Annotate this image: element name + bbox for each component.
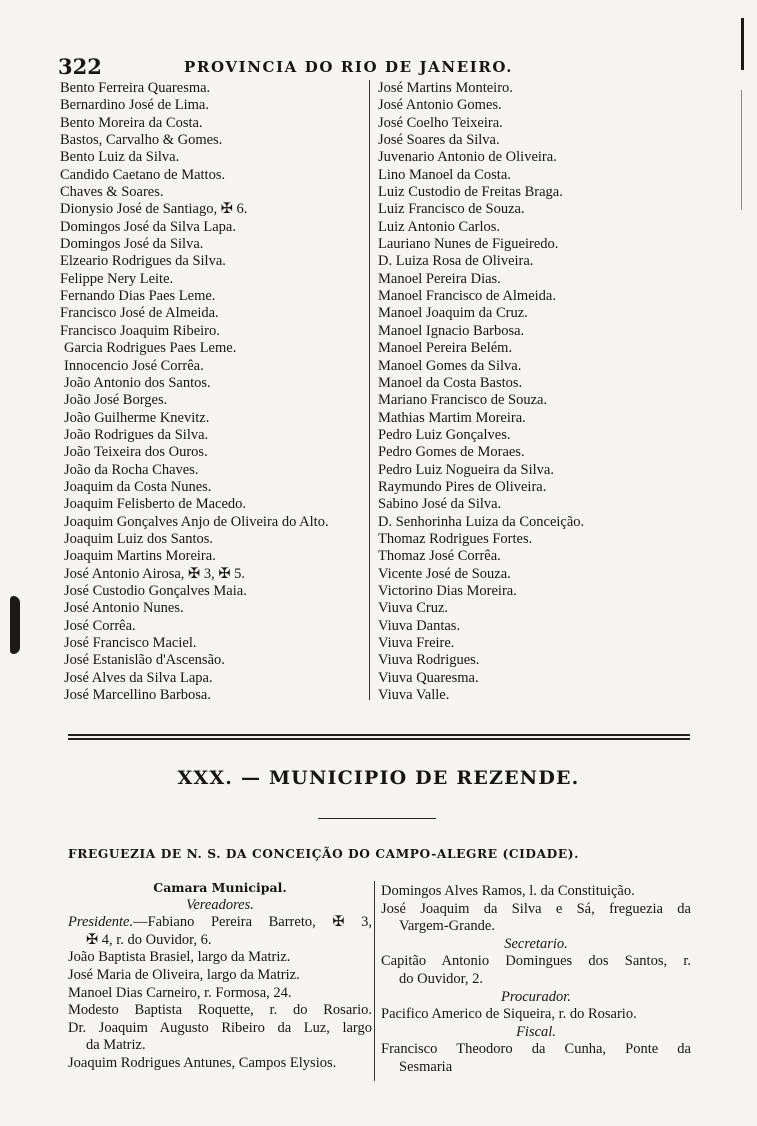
fiscal-line-2: Sesmaria [399,1058,453,1075]
section-double-rule [68,734,690,740]
name-entry: José Antonio Airosa, ✠ 3, ✠ 5. [64,565,245,582]
name-entry: José Estanislão d'Ascensão. [64,652,225,669]
name-entry: Manoel Joaquim da Cruz. [378,305,528,322]
vereador-entry: Manoel Dias Carneiro, r. Formosa, 24. [68,984,292,1001]
vereador-entry: José Maria de Oliveira, largo da Matriz. [68,966,300,983]
title-underline [318,818,436,819]
name-entry: José Marcellino Barbosa. [64,687,211,704]
camara-right-column [381,883,691,1077]
name-entry: Felippe Nery Leite. [60,270,174,287]
name-entry: Domingos José da Silva Lapa. [60,218,236,235]
section-title: XXX. — MUNICIPIO DE REZENDE. [177,767,580,789]
name-entry: D. Luiza Rosa de Oliveira. [378,253,534,270]
name-entry: José Soares da Silva. [378,132,500,149]
name-entry: Luiz Antonio Carlos. [378,218,501,235]
name-entry: José Antonio Gomes. [378,97,502,114]
presidente-line-1 [68,914,372,932]
name-entry: Chaves & Soares. [60,184,164,201]
name-entry: Manoel Francisco de Almeida. [378,288,556,305]
name-entry: Bento Luiz da Silva. [60,149,180,166]
secretario-heading: Secretario. [504,935,568,952]
name-entry: Vicente José de Souza. [378,565,511,582]
name-entry: Manoel da Costa Bastos. [378,374,523,391]
name-entry: João Guilherme Knevitz. [64,409,210,426]
page-edge-shadow [741,90,742,210]
name-entry: José Francisco Maciel. [64,635,197,651]
name-entry: Pedro Luiz Gonçalves. [378,426,511,443]
vereadores-heading: Vereadores. [186,896,254,913]
name-entry: Thomaz José Corrêa. [378,548,501,565]
name-entry: D. Senhorinha Luiza da Conceição. [378,513,585,530]
joaquim-luz-line-1: Dr. Joaquim Augusto Ribeiro da Luz, largo [68,1019,372,1036]
name-entry: João Rodrigues da Silva. [64,426,209,443]
name-entry: Thomaz Rodrigues Fortes. [378,530,533,547]
page-edge-mark [741,18,744,70]
binding-blot [10,596,20,654]
name-entry: Sabino José da Silva. [378,496,502,513]
fiscal-heading: Fiscal. [516,1023,556,1040]
right-name-column [378,80,678,704]
name-entry: José Alves da Silva Lapa. [64,669,213,686]
name-entry: Viuva Valle. [378,687,450,704]
joaquim-antunes-line: Joaquim Rodrigues Antunes, Campos Elysios. [68,1054,337,1071]
name-entry: Mariano Francisco de Souza. [378,392,548,409]
name-entry: Mathias Martim Moreira. [378,409,526,426]
name-entry: João Teixeira dos Ouros. [64,444,208,461]
name-entry: Bernardino José de Lima. [60,97,209,114]
name-entry: José Martins Monteiro. [378,80,513,96]
secretario-line-1: Capitão Antonio Domingues dos Santos, r. [381,953,691,970]
procurador-line: Pacifico Americo de Siqueira, r. do Rosario. [381,1006,637,1023]
page-number: 322 [58,54,102,79]
name-entry: Bastos, Carvalho & Gomes. [60,132,223,149]
joaquim-luz-line-2: da Matriz. [86,1037,146,1054]
name-entry: Innocencio José Corrêa. [64,357,204,374]
name-entry: José Coelho Teixeira. [378,114,503,131]
name-entry: Lino Manoel da Costa. [378,166,511,183]
name-entry: Viuva Dantas. [378,617,461,634]
name-entry: João Antonio dos Santos. [64,374,211,391]
name-entry: Viuva Cruz. [378,600,449,617]
name-entry: Bento Ferreira Quaresma. [60,80,211,96]
name-entry: João José Borges. [64,392,168,409]
name-entry: José Custodio Gonçalves Maia. [64,582,247,599]
left-name-column [60,80,368,704]
camara-left-column [68,879,372,1073]
name-entry: Manoel Ignacio Barbosa. [378,322,525,339]
name-entry: Viuva Quaresma. [378,669,479,686]
name-entry: Dionysio José de Santiago, ✠ 6. [60,201,248,218]
presidente-label: Presidente. [68,914,134,931]
name-entry: Joaquim Gonçalves Anjo de Oliveira do Alto. [64,513,329,530]
name-entry: José Antonio Nunes. [64,600,184,617]
presidente-line-2: ✠ 4, r. do Ouvidor, 6. [86,931,212,948]
presidente-text: —Fabiano Pereira Barreto, ✠ 3, [133,914,372,931]
name-entry: Candido Caetano de Mattos. [60,166,226,183]
name-entry: Bento Moreira da Costa. [60,114,203,131]
name-entry: Viuva Rodrigues. [378,652,480,669]
name-entry: Victorino Dias Moreira. [378,582,517,599]
name-entry: José Corrêa. [64,617,136,634]
name-entry: Pedro Luiz Nogueira da Silva. [378,461,554,478]
name-entry: Manoel Gomes da Silva. [378,357,522,374]
name-entry: Viuva Freire. [378,635,455,651]
jose-joaquim-line-2: Vargem-Grande. [399,918,495,935]
secretario-line-2: do Ouvidor, 2. [399,970,483,987]
name-entry: Manoel Pereira Belém. [378,340,513,357]
name-entry: Joaquim Felisberto de Macedo. [64,496,247,513]
name-entry: Manoel Pereira Dias. [378,270,501,287]
name-entry: João da Rocha Chaves. [64,461,199,478]
vereador-entry: João Baptista Brasiel, largo da Matriz. [68,949,291,966]
name-entry: Pedro Gomes de Moraes. [378,444,525,461]
section-column-divider [374,881,375,1081]
name-entry: Juvenario Antonio de Oliveira. [378,149,557,166]
name-entry: Elzeario Rodrigues da Silva. [60,253,226,270]
fiscal-line-1: Francisco Theodoro da Cunha, Ponte da [381,1041,691,1058]
name-entry: Francisco José de Almeida. [60,305,219,322]
name-entry: Domingos José da Silva. [60,236,204,253]
name-entry: Raymundo Pires de Oliveira. [378,478,547,495]
procurador-heading: Procurador. [501,988,571,1005]
running-title: PROVINCIA DO RIO DE JANEIRO. [184,58,514,76]
name-entry: Luiz Custodio de Freitas Braga. [378,184,563,201]
modesto-line: Modesto Baptista Roquette, r. do Rosario. [68,1002,372,1019]
name-entry: Francisco Joaquim Ribeiro. [60,322,220,339]
vereadores-list [68,949,372,1002]
name-entry: Lauriano Nunes de Figueiredo. [378,236,559,253]
jose-joaquim-line-1: José Joaquim da Silva e Sá, freguezia da [381,900,691,917]
name-entry: Luiz Francisco de Souza. [378,201,525,218]
domingos-line: Domingos Alves Ramos, l. da Constituição. [381,883,635,899]
page-header [58,54,668,80]
column-divider [369,80,370,700]
name-entry: Joaquim da Costa Nunes. [64,478,212,495]
parish-title: FREGUEZIA DE N. S. DA CONCEIÇÃO DO CAMPO-ALEGRE (CIDADE). [68,847,579,861]
name-entry: Fernando Dias Paes Leme. [60,288,216,305]
name-entry: Joaquim Luiz dos Santos. [64,530,214,547]
name-entry: Garcia Rodrigues Paes Leme. [64,340,237,357]
name-entry: Joaquim Martins Moreira. [64,548,216,565]
camara-heading: Camara Municipal. [153,880,287,895]
